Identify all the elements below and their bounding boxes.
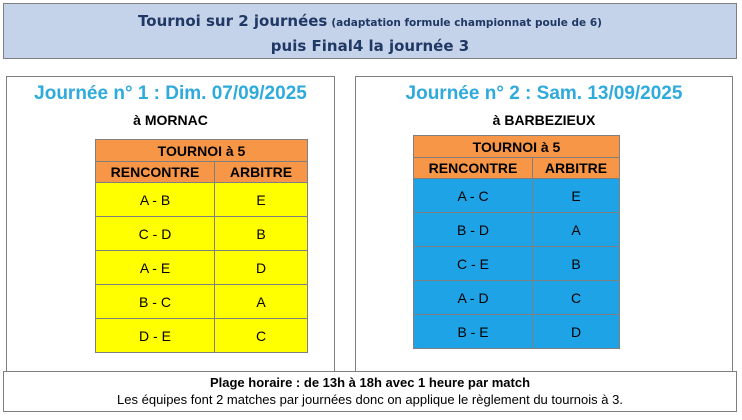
referee-cell: C <box>533 281 620 315</box>
table-row <box>96 285 308 319</box>
match-cell: B - C <box>96 285 215 319</box>
day2-col-arbitre: ARBITRE <box>533 158 620 179</box>
match-cell: D - E <box>96 319 215 353</box>
referee-cell: A <box>533 213 620 247</box>
day1-place: à MORNAC <box>133 112 208 128</box>
time-slot-text: Plage horaire : de 13h à 18h avec 1 heure par match <box>209 375 531 390</box>
tournament-header <box>3 3 737 59</box>
table-row <box>414 281 620 315</box>
table-row <box>414 315 620 349</box>
referee-cell: C <box>215 319 308 353</box>
table-row <box>414 247 620 281</box>
day1-title: Journée n° 1 : Dim. 07/09/2025 <box>34 83 307 104</box>
match-cell: A - D <box>414 281 533 315</box>
referee-cell: B <box>215 217 308 251</box>
day1-schedule-table <box>95 139 308 353</box>
day2-panel <box>355 76 733 372</box>
table-row <box>414 179 620 213</box>
match-cell: A - C <box>414 179 533 213</box>
day1-col-arbitre: ARBITRE <box>215 162 308 183</box>
referee-cell: D <box>215 251 308 285</box>
table-row <box>96 183 308 217</box>
header-line1 <box>4 12 736 30</box>
day1-col-rencontre: RENCONTRE <box>96 162 215 183</box>
referee-cell: E <box>215 183 308 217</box>
day2-title: Journée n° 2 : Sam. 13/09/2025 <box>405 83 683 104</box>
day2-table-title: TOURNOI à 5 <box>414 136 620 158</box>
referee-cell: B <box>533 247 620 281</box>
table-row <box>96 319 308 353</box>
schedule-footer <box>3 371 737 412</box>
header-title: Tournoi sur 2 journées <box>138 12 328 30</box>
match-cell: C - D <box>96 217 215 251</box>
table-row <box>96 217 308 251</box>
day2-col-rencontre: RENCONTRE <box>414 158 533 179</box>
referee-cell: D <box>533 315 620 349</box>
referee-cell: E <box>533 179 620 213</box>
day1-table-title: TOURNOI à 5 <box>96 140 308 162</box>
rules-note-text: Les équipes font 2 matches par journées donc on applique le règlement du tournois à 3. <box>117 392 623 407</box>
match-cell: C - E <box>414 247 533 281</box>
table-row <box>96 251 308 285</box>
day2-place: à BARBEZIEUX <box>492 112 596 128</box>
referee-cell: A <box>215 285 308 319</box>
match-cell: A - B <box>96 183 215 217</box>
match-cell: B - E <box>414 315 533 349</box>
day1-panel <box>6 76 335 372</box>
match-cell: A - E <box>96 251 215 285</box>
match-cell: B - D <box>414 213 533 247</box>
table-row <box>414 213 620 247</box>
header-line2: puis Final4 la journée 3 <box>270 37 470 55</box>
day2-schedule-table <box>413 135 620 349</box>
header-subtitle: (adaptation formule championnat poule de 6) <box>331 17 602 29</box>
